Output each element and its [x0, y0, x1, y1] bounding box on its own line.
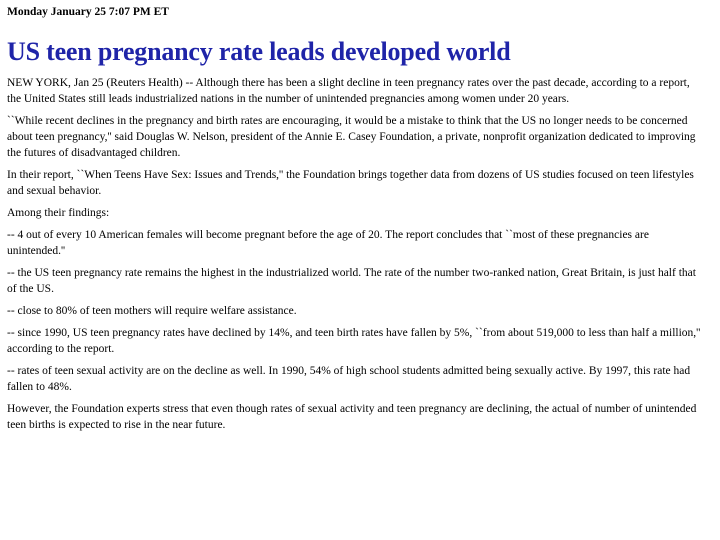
finding-item: -- the US teen pregnancy rate remains the highest in the industrialized world. The rate of the number two-ranked nation, Great Britain, is just half that of the US. — [7, 267, 696, 295]
article-paragraph: However, the Foundation experts stress that even though rates of sexual activity and teen pregnancy are declining, the actual of number of unintended teen births is expected to rise in the near future. — [7, 403, 697, 431]
article-paragraph: ``While recent declines in the pregnancy and birth rates are encouraging, it would be a mistake to think that the US no longer needs to be concerned about teen pregnancy,'' said Douglas W. Nelson, president of the Annie E. Casey Foundation, a private, nonprofit organization dedicated to improving the futures of disadvantaged children. — [7, 115, 696, 159]
article-paragraph: NEW YORK, Jan 25 (Reuters Health) -- Although there has been a slight decline in teen pregnancy rates over the past decade, according to a report, the United States still leads industrialized nations in the number of unintended pregnancies among women under 20 years. — [7, 77, 690, 105]
article-body — [7, 75, 702, 433]
finding-item: -- 4 out of every 10 American females will become pregnant before the age of 20. The report concludes that ``most of these pregnancies are unintended.'' — [7, 229, 649, 257]
dateline: Monday January 25 7:07 PM ET — [7, 6, 169, 18]
article-paragraph: Among their findings: — [7, 207, 110, 219]
finding-item: -- since 1990, US teen pregnancy rates have declined by 14%, and teen birth rates have fallen by 5%, ``from about 519,000 to less than half a million,'' according to the report. — [7, 327, 701, 355]
finding-item: -- close to 80% of teen mothers will require welfare assistance. — [7, 305, 297, 317]
article-headline: US teen pregnancy rate leads developed world — [7, 37, 511, 66]
finding-item: -- rates of teen sexual activity are on the decline as well. In 1990, 54% of high school students admitted being sexually active. By 1997, this rate had fallen to 48%. — [7, 365, 691, 393]
article-paragraph: In their report, ``When Teens Have Sex: Issues and Trends,'' the Foundation brings together data from dozens of US studies focused on teen lifestyles and sexual behavior. — [7, 169, 694, 197]
